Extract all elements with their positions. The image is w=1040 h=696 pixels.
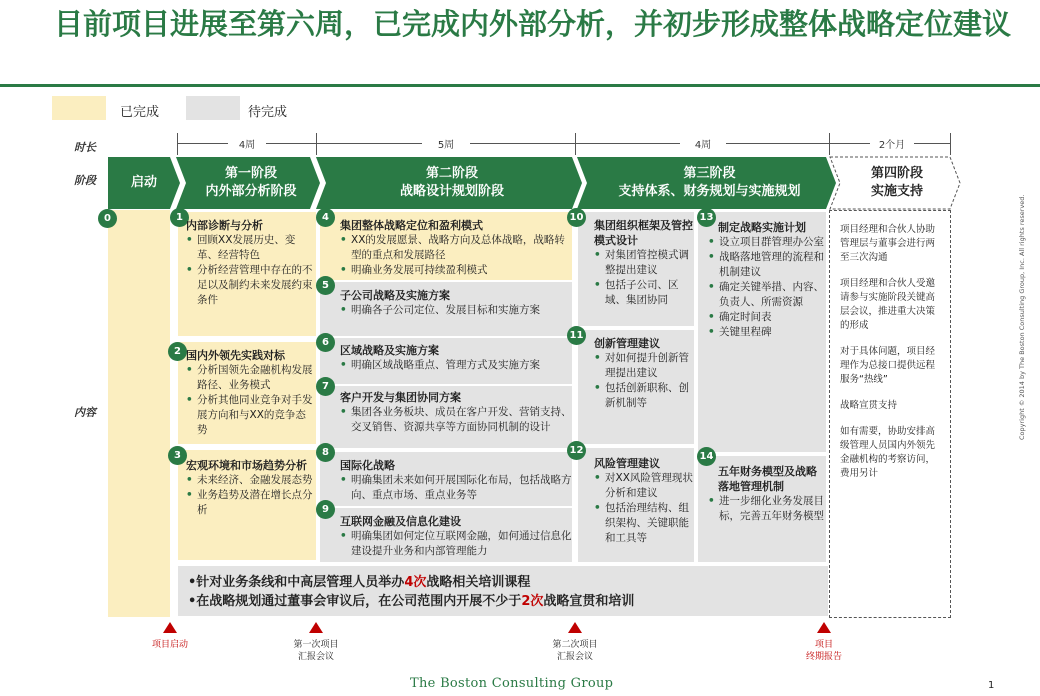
list-item: • 包括子公司、区域、集团协同	[594, 278, 694, 308]
start-column	[108, 210, 170, 617]
legend-done-label: 已完成	[120, 105, 160, 120]
item-14-heading: 五年财务模型及战略落地管理机制	[718, 465, 817, 493]
phase-p2-subtitle: 战略设计规划阶段	[399, 184, 504, 199]
phase4-text-4: 战略宣贯支持	[840, 400, 898, 411]
item-8	[340, 458, 572, 503]
list-item: • 分析其他同业竞争对手发展方向和与XX的竞争态势	[186, 393, 316, 438]
row-label-phase: 阶段	[74, 174, 96, 187]
list-item: • 包括治理结构、组织架构、关键职能和工具等	[594, 501, 694, 546]
step-badge-13: 13	[697, 208, 716, 227]
milestone-label-4: 项目 终期报告	[805, 640, 842, 662]
item-11	[594, 336, 694, 411]
item-6-heading: 区域战略及实施方案	[340, 344, 439, 357]
list-item: • 确定关键举措、内容、负责人、所需资源	[708, 280, 824, 310]
phase-p3-subtitle: 支持体系、财务规划与实施规划	[618, 184, 801, 199]
step-badge-5: 5	[316, 276, 335, 295]
item-4-heading: 集团整体战略定位和盈利模式	[340, 219, 483, 232]
item-11-heading: 创新管理建议	[594, 337, 660, 350]
list-item: • 包括创新职称、创新机制等	[594, 381, 694, 411]
item-2	[186, 348, 316, 438]
milestone-triangle-icon	[568, 622, 582, 633]
phase-start-label: 启动	[130, 175, 157, 190]
item-10-heading: 集团组织框架及管控模式设计	[594, 219, 693, 247]
phase-p2-title: 第二阶段	[425, 166, 478, 181]
phase-p4-label	[840, 157, 954, 209]
phase4-text-1: 项目经理和合伙人协助管理层与董事会进行两至三次沟通	[840, 224, 936, 263]
item-9	[340, 514, 572, 559]
list-item: • 对集团管控模式调整提出建议	[594, 248, 694, 278]
phase4-text-5: 如有需要，协助安排高级管理人员国内外领先金融机构的考察访问，费用另计	[840, 426, 936, 479]
item-8-heading: 国际化战略	[340, 459, 395, 472]
list-item: • 未来经济、金融发展态势	[186, 473, 314, 488]
list-item: • 明确业务发展可持续盈利模式	[340, 263, 572, 278]
list-item: • 确定时间表	[708, 310, 824, 325]
list-item: • 明确集团未来如何开展国际化布局，包括战略方向、重点市场、重点业务等	[340, 473, 572, 503]
item-12-heading: 风险管理建议	[594, 457, 660, 470]
list-item: • 明确各子公司定位、发展目标和实施方案	[340, 303, 572, 318]
row-label-duration: 时长	[74, 141, 96, 154]
item-2-heading: 国内外领先实践对标	[186, 349, 285, 362]
milestone-triangle-icon	[163, 622, 177, 633]
list-item: • 对如何提升创新管理提出建议	[594, 351, 694, 381]
item-1	[186, 218, 314, 308]
step-badge-11: 11	[567, 326, 586, 345]
phase-p1-title: 第一阶段	[224, 166, 277, 181]
list-item: • 分析国领先金融机构发展路径、业务模式	[186, 363, 316, 393]
step-badge-8: 8	[316, 443, 335, 462]
list-item: • 对XX风险管理现状分析和建议	[594, 471, 694, 501]
item-4	[340, 218, 572, 278]
list-item: • XX的发展愿景、战略方向及总体战略，战略转型的重点和发展路径	[340, 233, 572, 263]
training-line-2: •在战略规划通过董事会审议后，在公司范围内开展不少于2次战略宣贯和培训	[188, 594, 635, 609]
step-badge-2: 2	[168, 342, 187, 361]
step-badge-12: 12	[567, 441, 586, 460]
milestone-label-2: 第一次项目 汇报会议	[293, 640, 339, 662]
duration-p1: 4周	[238, 140, 256, 151]
item-6	[340, 343, 572, 373]
step-badge-3: 3	[168, 446, 187, 465]
item-13	[708, 220, 824, 340]
list-item: • 分析经营管理中存在的不足以及制约未来发展约束条件	[186, 263, 314, 308]
step-badge-9: 9	[316, 500, 335, 519]
list-item: • 集团各业务板块、成员在客户开发、营销支持、交叉销售、资源共享等方面协同机制的设计	[340, 405, 572, 435]
phase-p4-subtitle: 实施支持	[870, 184, 923, 199]
list-item: • 明确区域战略重点、管理方式及实施方案	[340, 358, 572, 373]
list-item: • 回顾XX发展历史、变革、经营特色	[186, 233, 314, 263]
item-14	[708, 464, 826, 524]
phase4-text-2: 项目经理和合伙人受邀请参与实施阶段关键高层会议，推进重大决策的形成	[840, 278, 936, 331]
legend-pending-label: 待完成	[248, 105, 288, 120]
duration-p2: 5周	[437, 140, 455, 151]
copyright-notice: Copyright © 2014 by The Boston Consulting Group, Inc. All rights reserved.	[1018, 194, 1026, 440]
item-5	[340, 288, 572, 318]
step-badge-14: 14	[697, 447, 716, 466]
item-9-heading: 互联网金融及信息化建设	[340, 515, 461, 528]
phase4-text-3: 对于具体问题，项目经理作为总接口提供远程服务“热线”	[840, 346, 936, 385]
phase-p1-subtitle: 内外部分析阶段	[205, 184, 297, 199]
list-item: • 业务趋势及潜在增长点分析	[186, 488, 314, 518]
item-7-heading: 客户开发与集团协同方案	[340, 391, 461, 404]
list-item: • 明确集团如何定位互联网金融，如何通过信息化建设提升业务和内部管理能力	[340, 529, 572, 559]
step-badge-0: 0	[98, 209, 117, 228]
training-box	[178, 566, 828, 616]
step-badge-4: 4	[316, 208, 335, 227]
phase4-column	[829, 210, 951, 618]
item-13-heading: 制定战略实施计划	[718, 221, 806, 234]
phase-p4-title: 第四阶段	[870, 166, 923, 181]
step-badge-7: 7	[316, 377, 335, 396]
page-number: 1	[988, 680, 995, 691]
duration-p4: 2个月	[878, 140, 906, 151]
list-item: • 设立项目群管理办公室	[708, 235, 824, 250]
milestone-triangle-icon	[817, 622, 831, 633]
milestone-triangle-icon	[309, 622, 323, 633]
item-12	[594, 456, 694, 546]
list-item: • 进一步细化业务发展目标，完善五年财务模型	[708, 494, 826, 524]
item-7	[340, 390, 572, 435]
phase-p2-label	[326, 157, 578, 209]
item-3	[186, 458, 314, 518]
step-badge-6: 6	[316, 333, 335, 352]
item-3-heading: 宏观环境和市场趋势分析	[186, 459, 307, 472]
milestone-label-3: 第二次项目 汇报会议	[552, 640, 598, 662]
item-10	[594, 218, 694, 308]
row-label-content: 内容	[74, 406, 96, 419]
item-1-heading: 内部诊断与分析	[186, 219, 263, 232]
phase-p3-title: 第三阶段	[683, 166, 736, 181]
milestone-label-1: 项目启动	[151, 640, 188, 650]
list-item: • 关键里程碑	[708, 325, 824, 340]
duration-p3: 4周	[694, 140, 712, 151]
footer-brand: The Boston Consulting Group	[410, 676, 614, 691]
phase-p1-label	[186, 157, 316, 209]
step-badge-1: 1	[170, 208, 189, 227]
step-badge-10: 10	[567, 208, 586, 227]
item-5-heading: 子公司战略及实施方案	[340, 289, 450, 302]
list-item: • 战略落地管理的流程和机制建议	[708, 250, 824, 280]
page-title: 目前项目进展至第六周，已完成内外部分析，并初步形成整体战略定位建议	[54, 7, 1012, 41]
phase-p3-label	[587, 157, 832, 209]
training-line-1: •针对业务条线和中高层管理人员举办4次战略相关培训课程	[188, 575, 531, 590]
